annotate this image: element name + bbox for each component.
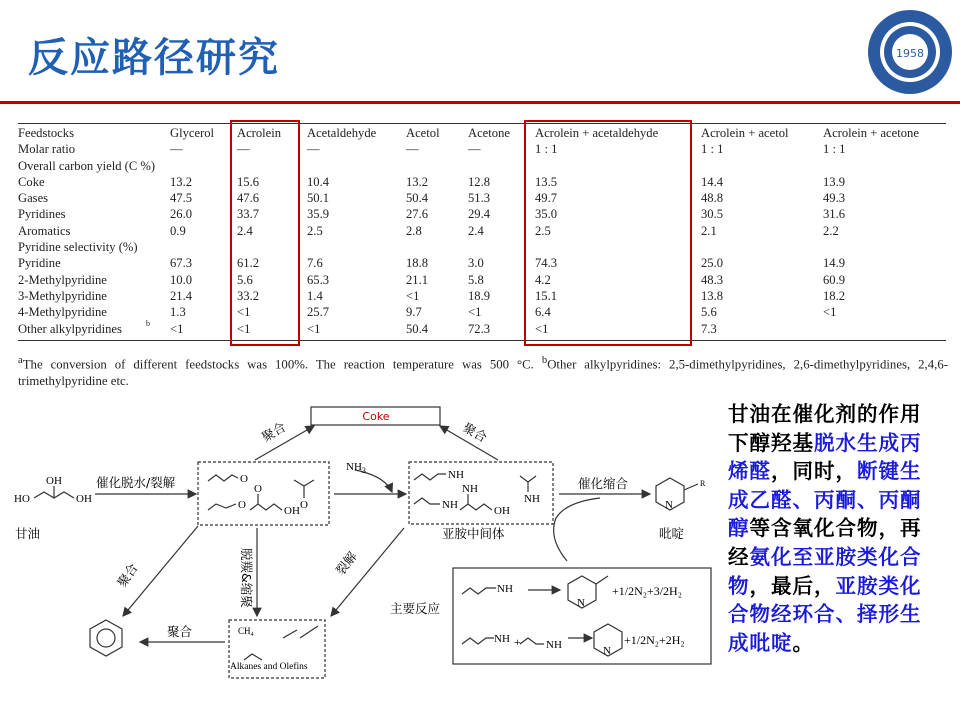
header-cell: Acetone — [468, 126, 510, 140]
table-header-row — [18, 126, 948, 142]
table-cell: 61.2 — [237, 256, 260, 271]
imine-nh-3: NH — [462, 483, 478, 495]
table-cell: 1.3 — [170, 305, 186, 320]
table-cell: 18.8 — [406, 256, 429, 271]
table-cell: 33.2 — [237, 288, 260, 303]
equation-1: +1/2N₂+3/2H₂ — [612, 584, 682, 598]
acetol-oh: OH — [284, 505, 300, 517]
header-cell: Acetaldehyde — [307, 126, 377, 140]
table-row — [18, 191, 948, 207]
header-cell: Feedstocks — [18, 126, 74, 140]
polymerize-down-label: 聚合 — [114, 560, 141, 590]
header-cell: Acrolein + acetaldehyde — [535, 126, 659, 140]
table-row — [18, 224, 948, 240]
slide-title: 反应路径研究 — [28, 35, 280, 81]
table-cell: 25.7 — [307, 305, 330, 320]
row-label: 3-Methylpyridine — [18, 288, 107, 303]
table-cell: — — [237, 142, 250, 157]
table-cell: 33.7 — [237, 207, 260, 222]
reaction2-n: N — [603, 645, 611, 657]
row-label: Molar ratio — [18, 142, 76, 157]
row-label: Gases — [18, 191, 49, 206]
imine-nh-2: NH — [442, 499, 458, 511]
table-cell: 47.5 — [170, 191, 193, 206]
alkanes-label: Alkanes and Olefins — [230, 662, 308, 672]
glycerol-label: 甘油 — [15, 526, 41, 541]
reaction1-nh: NH — [497, 583, 513, 595]
reaction1-n: N — [577, 597, 585, 609]
table-cell: 3.0 — [468, 256, 484, 271]
table-cell: 15.6 — [237, 174, 260, 189]
results-table — [18, 126, 948, 338]
table-cell: — — [406, 142, 419, 157]
table-cell: 1 : 1 — [535, 142, 558, 157]
reaction2-nh-2: NH — [546, 639, 562, 651]
table-cell: 1 : 1 — [823, 142, 846, 157]
nh3-label: $NH_3$ — [346, 461, 366, 475]
table-cell: 13.9 — [823, 174, 846, 189]
table-row — [18, 305, 948, 321]
acrolein-acetaldehyde-highlight-box — [524, 120, 692, 346]
plus-sign: + — [514, 635, 521, 649]
table-cell: 50.4 — [406, 191, 429, 206]
summary-highlight-1: 脱水生成丙烯醛 — [728, 430, 922, 484]
main-reaction-label: 主要反应 — [390, 601, 441, 616]
table-cell: 35.9 — [307, 207, 330, 222]
footnote-text-1: The conversion of different feedstocks was 100%. The reaction temperature was 500 °C. — [22, 357, 534, 372]
row-label: Pyridines — [18, 207, 66, 222]
acetol-o: O — [254, 483, 262, 495]
table-cell: 0.9 — [170, 223, 186, 238]
table-cell: 13.2 — [406, 174, 429, 189]
glycerol-ho-left: HO — [14, 493, 30, 505]
row-label: Overall carbon yield (C %) — [18, 158, 156, 173]
table-cell: 67.3 — [170, 256, 193, 271]
table-cell: 12.8 — [468, 174, 491, 189]
summary-part-1: 甘油在催化剂的作用下醇羟基 — [728, 402, 922, 455]
table-cell: 14.4 — [701, 174, 724, 189]
ch4-label: $CH_4$ — [238, 626, 254, 638]
imine-label: 亚胺中间体 — [442, 526, 505, 541]
row-label: Coke — [18, 174, 45, 189]
table-cell: 74.3 — [535, 256, 558, 271]
table-cell: 47.6 — [237, 191, 260, 206]
table-cell: — — [307, 142, 320, 157]
table-cell: 50.1 — [307, 191, 330, 206]
main-reaction-box — [453, 568, 711, 664]
table-cell: 31.6 — [823, 207, 846, 222]
footnote-marker-a: a — [18, 355, 23, 366]
dehydration-label: 催化脱水/裂解 — [96, 475, 176, 490]
decarbonyl-label: 脱羰&缩聚 — [239, 548, 254, 608]
table-cell: 13.8 — [701, 288, 724, 303]
header-cell: Glycerol — [170, 126, 215, 140]
summary-part-3: 等含氧化合物，再经 — [728, 516, 922, 569]
table-cell: 51.3 — [468, 191, 491, 206]
table-cell: <1 — [307, 321, 321, 336]
table-cell: 5.6 — [701, 305, 717, 320]
table-cell: 14.9 — [823, 256, 846, 271]
table-row — [18, 273, 948, 289]
reaction-pathway-diagram — [0, 398, 720, 720]
glycerol-oh-top: OH — [46, 475, 62, 487]
table-cell: <1 — [170, 321, 184, 336]
pyridine-label: 吡啶 — [659, 526, 685, 541]
table-cell: 60.9 — [823, 272, 846, 287]
table-cell: 26.0 — [170, 207, 193, 222]
benzene-ring — [90, 620, 122, 656]
logo-year: 1958 — [896, 47, 924, 60]
table-cell: 49.7 — [535, 191, 558, 206]
table-row — [18, 240, 948, 256]
header-cell: Acrolein + acetone — [823, 126, 919, 140]
table-cell: 2.2 — [823, 223, 839, 238]
table-cell: 2.4 — [237, 223, 253, 238]
table-cell: 9.7 — [406, 305, 422, 320]
polymerize-bottom-label: 聚合 — [167, 624, 193, 639]
summary-highlight-4: 亚胺类化合物经环合、择形生成吡啶 — [728, 573, 922, 655]
other-alkyl-footnote-marker: b — [146, 318, 150, 328]
crack-label: 裂解 — [332, 548, 360, 578]
table-cell: 49.3 — [823, 191, 846, 206]
table-cell: 2.8 — [406, 223, 422, 238]
other-alkyl-sup-holder — [146, 319, 150, 332]
summary-highlight-2: 断键生成乙醛、丙酮、丙酮醇 — [728, 459, 922, 541]
table-cell: 4.2 — [535, 272, 551, 287]
table-footnote — [18, 352, 948, 390]
reaction2-nh-1: NH — [494, 633, 510, 645]
table-cell: 18.9 — [468, 288, 491, 303]
table-cell: 2.5 — [535, 223, 551, 238]
row-label: Aromatics — [18, 223, 71, 238]
table-cell: 1 : 1 — [701, 142, 724, 157]
table-cell: 7.3 — [701, 321, 717, 336]
header-cell: Acetol — [406, 126, 440, 140]
acetaldehyde-o: O — [238, 499, 246, 511]
table-cell: 48.8 — [701, 191, 724, 206]
table-cell: 50.4 — [406, 321, 429, 336]
table-row — [18, 256, 948, 272]
table-cell: <1 — [823, 305, 837, 320]
table-row — [18, 289, 948, 305]
polymerize-left-label: 聚合 — [259, 419, 289, 445]
table-cell: <1 — [237, 321, 251, 336]
university-logo — [866, 8, 954, 96]
table-cell: 25.0 — [701, 256, 724, 271]
table-row — [18, 318, 948, 338]
table-cell: <1 — [468, 305, 482, 320]
table-cell: 13.2 — [170, 174, 193, 189]
condense-label: 催化缩合 — [578, 476, 629, 491]
footnote-marker-b: b — [541, 355, 548, 366]
row-label: 4-Methylpyridine — [18, 305, 107, 320]
table-cell: 15.1 — [535, 288, 558, 303]
summary-part-2: ，同时， — [771, 459, 857, 484]
table-cell: 10.4 — [307, 174, 330, 189]
summary-part-5: 。 — [792, 630, 814, 655]
title-divider — [0, 101, 960, 104]
table-cell: — — [170, 142, 183, 157]
table-cell: 6.4 — [535, 305, 551, 320]
table-cell: <1 — [406, 288, 420, 303]
table-row — [18, 175, 948, 191]
row-label: 2-Methylpyridine — [18, 272, 107, 287]
table-cell: 1.4 — [307, 288, 323, 303]
table-row — [18, 159, 948, 175]
table-row — [18, 207, 948, 223]
summary-part-4: ，最后， — [749, 573, 836, 598]
oxygenate-box — [198, 462, 329, 525]
table-row — [18, 142, 948, 158]
summary-highlight-3: 氨化至亚胺类化合物 — [728, 544, 922, 598]
table-cell: 10.0 — [170, 272, 193, 287]
polymerize-right-label: 聚合 — [460, 419, 490, 446]
table-top-rule — [18, 123, 946, 124]
table-cell: <1 — [535, 321, 549, 336]
table-cell: 5.6 — [237, 272, 253, 287]
imine-oh: OH — [494, 505, 510, 517]
table-bottom-rule — [18, 340, 946, 341]
table-cell: 27.6 — [406, 207, 429, 222]
glycerol-oh-right: OH — [76, 493, 92, 505]
pyridine-n: N — [665, 499, 673, 511]
table-cell: 2.1 — [701, 223, 717, 238]
table-cell: <1 — [237, 305, 251, 320]
acrolein-o: O — [240, 473, 248, 485]
table-cell: — — [468, 142, 481, 157]
summary-text — [728, 400, 940, 657]
arrow-nh3 — [355, 470, 392, 492]
table-cell: 2.5 — [307, 223, 323, 238]
header-cell: Acrolein — [237, 126, 282, 140]
table-cell: 2.4 — [468, 223, 484, 238]
row-label: Pyridine — [18, 256, 61, 271]
coke-label: Coke — [362, 410, 390, 423]
table-cell: 5.8 — [468, 272, 484, 287]
table-cell: 65.3 — [307, 272, 330, 287]
table-cell: 13.5 — [535, 174, 558, 189]
acrolein-highlight-box — [230, 120, 300, 346]
pyridine-r: R — [700, 479, 706, 488]
imine-nh-4: NH — [524, 493, 540, 505]
imine-nh-1: NH — [448, 469, 464, 481]
table-cell: 29.4 — [468, 207, 491, 222]
table-cell: 35.0 — [535, 207, 558, 222]
row-label: Pyridine selectivity (%) — [18, 240, 138, 255]
table-cell: 72.3 — [468, 321, 491, 336]
equation-2: +1/2N₂+2H₂ — [624, 633, 685, 647]
pointer-curve — [554, 498, 600, 561]
header-cell: Acrolein + acetol — [701, 126, 789, 140]
table-cell: 30.5 — [701, 207, 724, 222]
table-cell: 21.4 — [170, 288, 193, 303]
table-cell: 7.6 — [307, 256, 323, 271]
table-cell: 48.3 — [701, 272, 724, 287]
acetone-o: O — [300, 499, 308, 511]
table-cell: 18.2 — [823, 288, 846, 303]
row-label: Other alkylpyridines — [18, 321, 122, 336]
table-cell: 21.1 — [406, 272, 429, 287]
footnote-text-2: Other alkylpyridines: 2,5-dimethylpyridines, 2,6-dimethylpyridines, 2,4,6-trimethylpyridine etc. — [18, 357, 949, 389]
